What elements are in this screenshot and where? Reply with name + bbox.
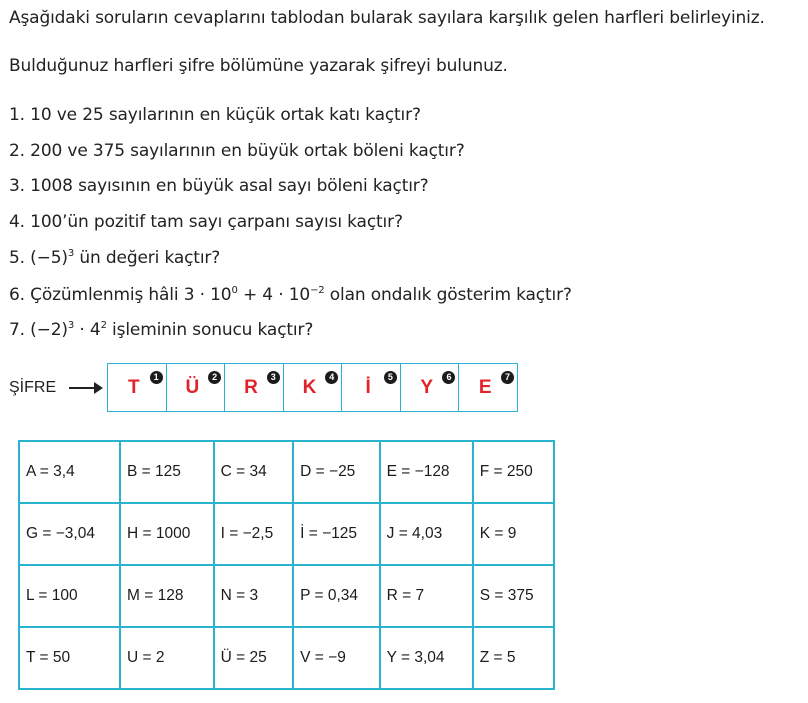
table-cell: L = 100 [19,565,120,627]
question-6-part-b: + 4 · 10 [237,285,311,305]
question-7-part-c: işleminin sonucu kaçtır? [106,320,314,340]
question-5-part-a: 5. (−5) [9,248,68,268]
table-cell: İ = −125 [293,503,379,565]
cipher-letter: R [244,377,258,398]
cipher-number-badge: 7 [501,371,514,384]
cipher-cell[interactable] [284,364,343,411]
cipher-number-badge: 6 [442,371,455,384]
question-6-part-c: olan ondalık gösterim kaçtır? [324,285,572,305]
question-5-part-b: ün değeri kaçtır? [74,248,221,268]
table-cell: G = −3,04 [19,503,120,565]
table-row [19,503,554,565]
question-3: 3. 1008 sayısının en büyük asal sayı böleni kaçtır? [9,176,429,196]
table-cell: R = 7 [380,565,473,627]
question-6 [9,285,572,305]
cipher-cell[interactable] [342,364,401,411]
letter-value-table [18,440,555,690]
cipher-box [107,363,518,412]
table-cell: Y = 3,04 [380,627,473,689]
table-cell: H = 1000 [120,503,214,565]
question-4: 4. 100’ün pozitif tam sayı çarpanı sayısı kaçtır? [9,212,403,232]
table-cell: N = 3 [214,565,294,627]
cipher-letter: Y [420,377,434,398]
intro-text: Aşağıdaki soruların cevaplarını tablodan bularak sayılara karşılık gelen harfleri belirleyiniz. [9,8,765,28]
table-cell: I = −2,5 [214,503,294,565]
cipher-number-badge: 3 [267,371,280,384]
table-cell: C = 34 [214,441,294,503]
instruction-text: Bulduğunuz harfleri şifre bölümüne yazarak şifreyi bulunuz. [9,56,508,76]
cipher-letter: K [302,377,317,398]
table-cell: S = 375 [473,565,554,627]
question-1: 1. 10 ve 25 sayılarının en küçük ortak katı kaçtır? [9,105,421,125]
table-cell: B = 125 [120,441,214,503]
question-7-exponent-1: 3 [67,320,75,331]
cipher-cell[interactable] [401,364,460,411]
cipher-cell[interactable] [225,364,284,411]
question-6-exponent-2: −2 [310,285,325,296]
question-5 [9,248,220,268]
cipher-number-badge: 1 [150,371,163,384]
cipher-letter: T [127,377,140,398]
table-cell: U = 2 [120,627,214,689]
question-2: 2. 200 ve 375 sayılarının en büyük ortak böleni kaçtır? [9,141,465,161]
arrow-right-icon [69,387,101,389]
table-row [19,627,554,689]
cipher-cell[interactable] [108,364,167,411]
question-7-exponent-2: 2 [100,320,107,331]
table-cell: M = 128 [120,565,214,627]
cipher-number-badge: 2 [208,371,221,384]
table-cell: P = 0,34 [293,565,379,627]
question-7 [9,320,313,340]
table-cell: A = 3,4 [19,441,120,503]
table-cell: V = −9 [293,627,379,689]
cipher-letter: Ü [185,377,200,398]
cipher-letter: İ [365,377,371,398]
table-cell: K = 9 [473,503,554,565]
table-row [19,441,554,503]
cipher-cell[interactable] [167,364,226,411]
table-cell: T = 50 [19,627,120,689]
question-5-exponent: 3 [67,248,75,259]
question-7-part-b: · 4 [74,320,101,340]
question-6-part-a: 6. Çözümlenmiş hâli 3 · 10 [9,285,232,305]
cipher-number-badge: 4 [325,371,338,384]
cipher-section [9,363,529,413]
question-7-part-a: 7. (−2) [9,320,68,340]
table-cell: J = 4,03 [380,503,473,565]
cipher-cell[interactable] [459,364,517,411]
cipher-label: ŞİFRE [9,379,57,396]
table-cell: E = −128 [380,441,473,503]
cipher-letter: E [478,377,492,398]
cipher-number-badge: 5 [384,371,397,384]
table-cell: F = 250 [473,441,554,503]
question-6-exponent-1: 0 [231,285,238,296]
table-cell: D = −25 [293,441,379,503]
table-cell: Z = 5 [473,627,554,689]
table-row [19,565,554,627]
table-cell: Ü = 25 [214,627,294,689]
